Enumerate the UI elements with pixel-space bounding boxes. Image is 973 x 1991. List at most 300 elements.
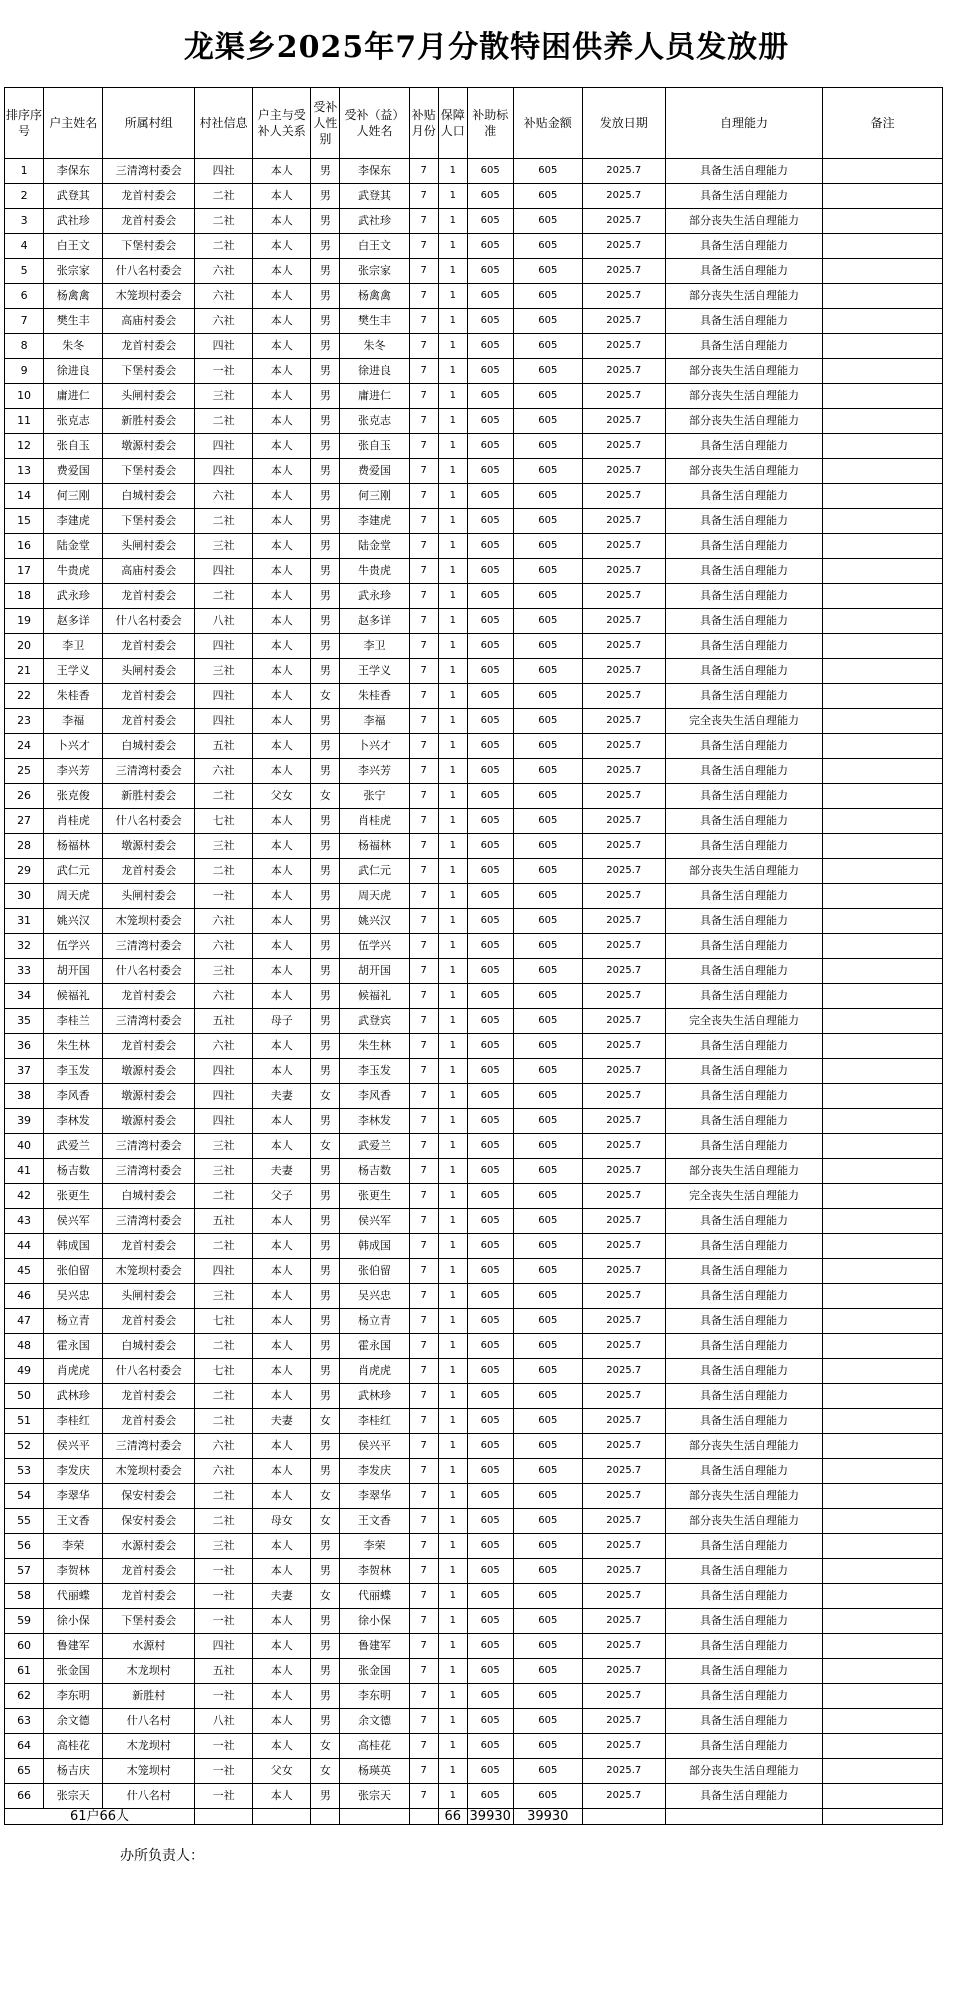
table-row — [5, 934, 943, 959]
village-name: 白城村委会 — [103, 1184, 195, 1209]
group-name: 三社 — [195, 659, 253, 684]
row-serial: 20 — [5, 634, 44, 659]
relation: 本人 — [253, 334, 311, 359]
row-serial: 56 — [5, 1534, 44, 1559]
issue-date: 2025.7 — [582, 1084, 665, 1109]
amount: 605 — [513, 884, 582, 909]
table-row — [5, 1309, 943, 1334]
population: 1 — [438, 859, 467, 884]
relation: 本人 — [253, 1209, 311, 1234]
standard: 605 — [467, 1734, 513, 1759]
standard: 605 — [467, 684, 513, 709]
relation: 本人 — [253, 1659, 311, 1684]
issue-date: 2025.7 — [582, 909, 665, 934]
table-row — [5, 509, 943, 534]
issue-date: 2025.7 — [582, 359, 665, 384]
remarks — [823, 1234, 943, 1259]
subsidy-month: 7 — [409, 559, 438, 584]
header-date: 发放日期 — [582, 88, 665, 159]
village-name: 龙首村委会 — [103, 1034, 195, 1059]
row-serial: 47 — [5, 1309, 44, 1334]
amount: 605 — [513, 784, 582, 809]
standard: 605 — [467, 1284, 513, 1309]
amount: 605 — [513, 659, 582, 684]
self-care-ability: 具备生活自理能力 — [665, 834, 823, 859]
standard: 605 — [467, 1509, 513, 1534]
gender: 男 — [311, 209, 340, 234]
remarks — [823, 1309, 943, 1334]
row-serial: 1 — [5, 159, 44, 184]
self-care-ability: 具备生活自理能力 — [665, 1284, 823, 1309]
standard: 605 — [467, 159, 513, 184]
self-care-ability: 具备生活自理能力 — [665, 1659, 823, 1684]
village-name: 新胜村 — [103, 1684, 195, 1709]
table-row — [5, 1584, 943, 1609]
row-serial: 41 — [5, 1159, 44, 1184]
recipient-name: 李建虎 — [340, 509, 409, 534]
amount: 605 — [513, 984, 582, 1009]
group-name: 二社 — [195, 1509, 253, 1534]
householder-name: 朱冬 — [44, 334, 103, 359]
row-serial: 61 — [5, 1659, 44, 1684]
relation: 母女 — [253, 1509, 311, 1534]
recipient-name: 肖桂虎 — [340, 809, 409, 834]
subsidy-month: 7 — [409, 1309, 438, 1334]
row-serial: 16 — [5, 534, 44, 559]
relation: 父子 — [253, 1184, 311, 1209]
table-row — [5, 1409, 943, 1434]
amount: 605 — [513, 359, 582, 384]
remarks — [823, 1609, 943, 1634]
responsible-person-label: 办所负责人： — [120, 1848, 204, 1864]
relation: 本人 — [253, 1784, 311, 1809]
amount: 605 — [513, 1709, 582, 1734]
self-care-ability: 具备生活自理能力 — [665, 1409, 823, 1434]
group-name: 六社 — [195, 909, 253, 934]
householder-name: 张克志 — [44, 409, 103, 434]
total-empty-cell — [311, 1809, 340, 1825]
recipient-name: 伍学兴 — [340, 934, 409, 959]
issue-date: 2025.7 — [582, 609, 665, 634]
village-name: 墩源村委会 — [103, 1084, 195, 1109]
recipient-name: 白王文 — [340, 234, 409, 259]
subsidy-month: 7 — [409, 1209, 438, 1234]
row-serial: 6 — [5, 284, 44, 309]
population: 1 — [438, 1359, 467, 1384]
table-row — [5, 434, 943, 459]
householder-name: 伍学兴 — [44, 934, 103, 959]
issue-date: 2025.7 — [582, 1659, 665, 1684]
amount: 605 — [513, 684, 582, 709]
subsidy-month: 7 — [409, 1609, 438, 1634]
table-row — [5, 1659, 943, 1684]
self-care-ability: 具备生活自理能力 — [665, 484, 823, 509]
relation: 本人 — [253, 684, 311, 709]
gender: 男 — [311, 1534, 340, 1559]
householder-name: 余文德 — [44, 1709, 103, 1734]
gender: 男 — [311, 484, 340, 509]
village-name: 木笼坝村委会 — [103, 909, 195, 934]
amount: 605 — [513, 209, 582, 234]
issue-date: 2025.7 — [582, 1684, 665, 1709]
population: 1 — [438, 384, 467, 409]
issue-date: 2025.7 — [582, 1059, 665, 1084]
village-name: 什八名村委会 — [103, 959, 195, 984]
standard: 605 — [467, 334, 513, 359]
subsidy-month: 7 — [409, 1059, 438, 1084]
householder-name: 何三刚 — [44, 484, 103, 509]
table-row — [5, 984, 943, 1009]
subsidy-month: 7 — [409, 1734, 438, 1759]
table-row — [5, 1384, 943, 1409]
village-name: 龙首村委会 — [103, 709, 195, 734]
village-name: 新胜村委会 — [103, 784, 195, 809]
table-row — [5, 184, 943, 209]
standard: 605 — [467, 1109, 513, 1134]
remarks — [823, 534, 943, 559]
village-name: 白城村委会 — [103, 484, 195, 509]
standard: 605 — [467, 284, 513, 309]
population: 1 — [438, 534, 467, 559]
village-name: 三清湾村委会 — [103, 1434, 195, 1459]
householder-name: 姚兴汉 — [44, 909, 103, 934]
table-row — [5, 659, 943, 684]
remarks — [823, 1434, 943, 1459]
row-serial: 43 — [5, 1209, 44, 1234]
relation: 本人 — [253, 809, 311, 834]
gender: 男 — [311, 909, 340, 934]
subsidy-month: 7 — [409, 659, 438, 684]
subsidy-month: 7 — [409, 484, 438, 509]
table-row — [5, 834, 943, 859]
village-name: 高庙村委会 — [103, 309, 195, 334]
subsidy-month: 7 — [409, 959, 438, 984]
relation: 夫妻 — [253, 1409, 311, 1434]
remarks — [823, 834, 943, 859]
subsidy-month: 7 — [409, 1359, 438, 1384]
standard: 605 — [467, 1459, 513, 1484]
gender: 男 — [311, 859, 340, 884]
amount: 605 — [513, 1309, 582, 1334]
document-title: 龙渠乡2025年7月分散特困供养人员发放册 — [183, 30, 790, 65]
recipient-name: 李兴芳 — [340, 759, 409, 784]
recipient-name: 陆金堂 — [340, 534, 409, 559]
self-care-ability: 具备生活自理能力 — [665, 184, 823, 209]
relation: 本人 — [253, 1534, 311, 1559]
standard: 605 — [467, 1759, 513, 1784]
subsidy-month: 7 — [409, 1259, 438, 1284]
standard: 605 — [467, 1709, 513, 1734]
amount: 605 — [513, 959, 582, 984]
relation: 本人 — [253, 959, 311, 984]
row-serial: 46 — [5, 1284, 44, 1309]
group-name: 五社 — [195, 734, 253, 759]
standard: 605 — [467, 1609, 513, 1634]
table-row — [5, 859, 943, 884]
recipient-name: 代丽蝶 — [340, 1584, 409, 1609]
remarks — [823, 309, 943, 334]
village-name: 木笼坝村委会 — [103, 284, 195, 309]
self-care-ability: 具备生活自理能力 — [665, 634, 823, 659]
population: 1 — [438, 1284, 467, 1309]
standard: 605 — [467, 1309, 513, 1334]
issue-date: 2025.7 — [582, 309, 665, 334]
header-group: 村社信息 — [195, 88, 253, 159]
remarks — [823, 1759, 943, 1784]
issue-date: 2025.7 — [582, 184, 665, 209]
row-serial: 65 — [5, 1759, 44, 1784]
population: 1 — [438, 1109, 467, 1134]
total-population: 66 — [438, 1809, 467, 1825]
gender: 男 — [311, 259, 340, 284]
recipient-name: 李发庆 — [340, 1459, 409, 1484]
standard: 605 — [467, 584, 513, 609]
row-serial: 24 — [5, 734, 44, 759]
remarks — [823, 259, 943, 284]
subsidy-month: 7 — [409, 859, 438, 884]
self-care-ability: 具备生活自理能力 — [665, 1109, 823, 1134]
relation: 夫妻 — [253, 1084, 311, 1109]
remarks — [823, 409, 943, 434]
issue-date: 2025.7 — [582, 434, 665, 459]
amount: 605 — [513, 309, 582, 334]
issue-date: 2025.7 — [582, 634, 665, 659]
issue-date: 2025.7 — [582, 809, 665, 834]
standard: 605 — [467, 1359, 513, 1384]
population: 1 — [438, 1584, 467, 1609]
gender: 男 — [311, 1184, 340, 1209]
recipient-name: 张克志 — [340, 409, 409, 434]
relation: 本人 — [253, 1284, 311, 1309]
relation: 本人 — [253, 1234, 311, 1259]
self-care-ability: 具备生活自理能力 — [665, 534, 823, 559]
total-empty-cell — [195, 1809, 253, 1825]
population: 1 — [438, 834, 467, 859]
table-row — [5, 634, 943, 659]
village-name: 白城村委会 — [103, 734, 195, 759]
recipient-name: 武林珍 — [340, 1384, 409, 1409]
row-serial: 58 — [5, 1584, 44, 1609]
gender: 女 — [311, 1509, 340, 1534]
gender: 男 — [311, 1609, 340, 1634]
group-name: 二社 — [195, 234, 253, 259]
standard: 605 — [467, 884, 513, 909]
gender: 男 — [311, 1559, 340, 1584]
group-name: 六社 — [195, 934, 253, 959]
relation: 本人 — [253, 284, 311, 309]
table-row — [5, 1484, 943, 1509]
subsidy-month: 7 — [409, 1159, 438, 1184]
recipient-name: 赵多详 — [340, 609, 409, 634]
householder-name: 肖桂虎 — [44, 809, 103, 834]
self-care-ability: 具备生活自理能力 — [665, 909, 823, 934]
standard: 605 — [467, 1484, 513, 1509]
standard: 605 — [467, 509, 513, 534]
subsidy-month: 7 — [409, 1184, 438, 1209]
village-name: 什八名村 — [103, 1709, 195, 1734]
relation: 本人 — [253, 184, 311, 209]
population: 1 — [438, 484, 467, 509]
row-serial: 57 — [5, 1559, 44, 1584]
subsidy-month: 7 — [409, 534, 438, 559]
village-name: 下堡村委会 — [103, 359, 195, 384]
table-row — [5, 959, 943, 984]
gender: 男 — [311, 534, 340, 559]
row-serial: 32 — [5, 934, 44, 959]
remarks — [823, 1034, 943, 1059]
householder-name: 李建虎 — [44, 509, 103, 534]
self-care-ability: 具备生活自理能力 — [665, 659, 823, 684]
gender: 男 — [311, 759, 340, 784]
remarks — [823, 909, 943, 934]
village-name: 什八名村委会 — [103, 1359, 195, 1384]
issue-date: 2025.7 — [582, 1309, 665, 1334]
issue-date: 2025.7 — [582, 409, 665, 434]
relation: 夫妻 — [253, 1584, 311, 1609]
recipient-name: 李玉发 — [340, 1059, 409, 1084]
group-name: 四社 — [195, 1634, 253, 1659]
relation: 母子 — [253, 1009, 311, 1034]
recipient-name: 韩成国 — [340, 1234, 409, 1259]
village-name: 水源村委会 — [103, 1534, 195, 1559]
group-name: 五社 — [195, 1209, 253, 1234]
standard: 605 — [467, 1634, 513, 1659]
total-row — [5, 1809, 943, 1825]
remarks — [823, 1334, 943, 1359]
relation: 本人 — [253, 1709, 311, 1734]
amount: 605 — [513, 434, 582, 459]
row-serial: 62 — [5, 1684, 44, 1709]
gender: 男 — [311, 1009, 340, 1034]
table-row — [5, 334, 943, 359]
row-serial: 60 — [5, 1634, 44, 1659]
gender: 男 — [311, 1684, 340, 1709]
remarks — [823, 984, 943, 1009]
self-care-ability: 具备生活自理能力 — [665, 1734, 823, 1759]
issue-date: 2025.7 — [582, 759, 665, 784]
group-name: 三社 — [195, 1534, 253, 1559]
table-row — [5, 884, 943, 909]
remarks — [823, 184, 943, 209]
population: 1 — [438, 1634, 467, 1659]
householder-name: 庸进仁 — [44, 384, 103, 409]
group-name: 七社 — [195, 1309, 253, 1334]
self-care-ability: 部分丧失生活自理能力 — [665, 1159, 823, 1184]
householder-name: 武社珍 — [44, 209, 103, 234]
gender: 女 — [311, 784, 340, 809]
table-row — [5, 809, 943, 834]
village-name: 三清湾村委会 — [103, 1159, 195, 1184]
row-serial: 38 — [5, 1084, 44, 1109]
row-serial: 5 — [5, 259, 44, 284]
householder-name: 牛贵虎 — [44, 559, 103, 584]
gender: 男 — [311, 384, 340, 409]
relation: 本人 — [253, 634, 311, 659]
householder-name: 李东明 — [44, 1684, 103, 1709]
total-empty-cell — [253, 1809, 311, 1825]
householder-name: 代丽蝶 — [44, 1584, 103, 1609]
gender: 男 — [311, 309, 340, 334]
subsidy-month: 7 — [409, 1334, 438, 1359]
header-amount: 补贴金额 — [513, 88, 582, 159]
gender: 女 — [311, 1409, 340, 1434]
gender: 男 — [311, 559, 340, 584]
amount: 605 — [513, 184, 582, 209]
remarks — [823, 1584, 943, 1609]
issue-date: 2025.7 — [582, 1759, 665, 1784]
remarks — [823, 459, 943, 484]
table-row — [5, 784, 943, 809]
amount: 605 — [513, 934, 582, 959]
standard: 605 — [467, 659, 513, 684]
remarks — [823, 1684, 943, 1709]
recipient-name: 李贺林 — [340, 1559, 409, 1584]
gender: 男 — [311, 159, 340, 184]
recipient-name: 鲁建军 — [340, 1634, 409, 1659]
householder-name: 张宗家 — [44, 259, 103, 284]
subsidy-month: 7 — [409, 984, 438, 1009]
population: 1 — [438, 1184, 467, 1209]
remarks — [823, 1484, 943, 1509]
relation: 本人 — [253, 1334, 311, 1359]
subsidy-month: 7 — [409, 334, 438, 359]
village-name: 龙首村委会 — [103, 984, 195, 1009]
issue-date: 2025.7 — [582, 534, 665, 559]
table-row — [5, 1684, 943, 1709]
issue-date: 2025.7 — [582, 1259, 665, 1284]
relation: 本人 — [253, 259, 311, 284]
relation: 本人 — [253, 909, 311, 934]
population: 1 — [438, 259, 467, 284]
standard: 605 — [467, 209, 513, 234]
subsidy-month: 7 — [409, 259, 438, 284]
subsidy-month: 7 — [409, 159, 438, 184]
recipient-name: 姚兴汉 — [340, 909, 409, 934]
table-row — [5, 209, 943, 234]
relation: 本人 — [253, 1359, 311, 1384]
recipient-name: 张更生 — [340, 1184, 409, 1209]
self-care-ability: 具备生活自理能力 — [665, 1134, 823, 1159]
recipient-name: 杨吉数 — [340, 1159, 409, 1184]
householder-name: 李荣 — [44, 1534, 103, 1559]
gender: 男 — [311, 434, 340, 459]
issue-date: 2025.7 — [582, 1634, 665, 1659]
standard: 605 — [467, 1584, 513, 1609]
subsidy-month: 7 — [409, 934, 438, 959]
group-name: 二社 — [195, 859, 253, 884]
relation: 本人 — [253, 309, 311, 334]
relation: 本人 — [253, 1609, 311, 1634]
issue-date: 2025.7 — [582, 384, 665, 409]
remarks — [823, 1259, 943, 1284]
self-care-ability: 具备生活自理能力 — [665, 334, 823, 359]
gender: 男 — [311, 1459, 340, 1484]
row-serial: 8 — [5, 334, 44, 359]
standard: 605 — [467, 234, 513, 259]
gender: 男 — [311, 1309, 340, 1334]
householder-name: 朱桂香 — [44, 684, 103, 709]
recipient-name: 高桂花 — [340, 1734, 409, 1759]
issue-date: 2025.7 — [582, 1409, 665, 1434]
row-serial: 55 — [5, 1509, 44, 1534]
issue-date: 2025.7 — [582, 859, 665, 884]
remarks — [823, 334, 943, 359]
relation: 本人 — [253, 1134, 311, 1159]
self-care-ability: 具备生活自理能力 — [665, 1309, 823, 1334]
relation: 夫妻 — [253, 1159, 311, 1184]
relation: 本人 — [253, 1459, 311, 1484]
row-serial: 11 — [5, 409, 44, 434]
